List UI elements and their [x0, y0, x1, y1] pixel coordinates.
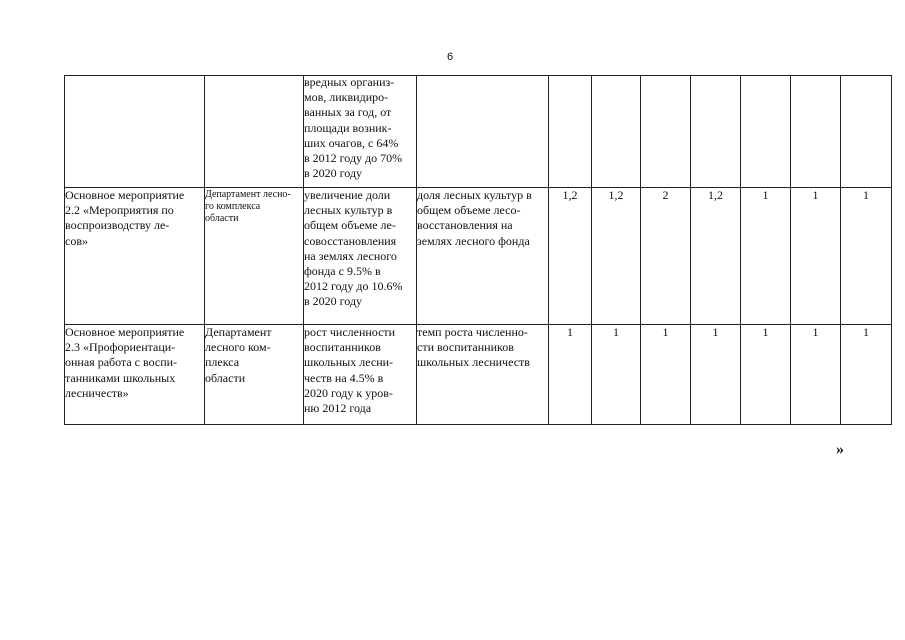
value-cell: 1,2: [592, 188, 641, 325]
value-cell: [791, 76, 841, 188]
value-cell: 1: [691, 325, 741, 425]
value-cell: [691, 76, 741, 188]
program-table: [64, 75, 892, 425]
target-cell: рост численности воспитанников школьных лесни- честв на 4.5% в 2020 году к уров- ню 2012 года: [304, 325, 417, 425]
value-cell: 1: [549, 325, 592, 425]
value-cell: 1: [791, 188, 841, 325]
value-cell: 1: [641, 325, 691, 425]
event-cell: Основное мероприятие 2.3 «Профориентаци- онная работа с воспи- танниками школьных лесничеств»: [65, 325, 205, 425]
executor-cell: [205, 76, 304, 188]
value-cell: 1: [841, 325, 892, 425]
value-cell: [549, 76, 592, 188]
value-cell: 1,2: [549, 188, 592, 325]
value-cell: 2: [641, 188, 691, 325]
value-cell: 1: [791, 325, 841, 425]
target-cell: вредных организ- мов, ликвидиро- ванных за год, от площади возник- ших очагов, с 64% в 2012 году до 70% в 2020 году: [304, 76, 417, 188]
executor-cell: Департамент лесного ком- плекса области: [205, 325, 304, 425]
value-cell: 1: [741, 188, 791, 325]
value-cell: [841, 76, 892, 188]
value-cell: 1: [592, 325, 641, 425]
value-cell: [592, 76, 641, 188]
indicator-cell: [417, 76, 549, 188]
value-cell: 1: [741, 325, 791, 425]
indicator-cell: доля лесных культур в общем объеме лесо- восстановления на землях лесного фонда: [417, 188, 549, 325]
table-row: [65, 188, 892, 325]
executor-cell: Департамент лесно- го комплекса области: [205, 188, 304, 325]
table-row: [65, 76, 892, 188]
event-cell: [65, 76, 205, 188]
closing-quote: »: [836, 441, 844, 458]
value-cell: [641, 76, 691, 188]
value-cell: [741, 76, 791, 188]
event-cell: Основное мероприятие 2.2 «Мероприятия по воспроизводству ле- сов»: [65, 188, 205, 325]
table-row: [65, 325, 892, 425]
value-cell: 1,2: [691, 188, 741, 325]
target-cell: увеличение доли лесных культур в общем объеме ле- совосстановления на землях лесного фонда с 9.5% в 2012 году до 10.6% в 2020 году: [304, 188, 417, 325]
value-cell: 1: [841, 188, 892, 325]
page-number: 6: [446, 51, 454, 63]
indicator-cell: темп роста численно- сти воспитанников школьных лесничеств: [417, 325, 549, 425]
